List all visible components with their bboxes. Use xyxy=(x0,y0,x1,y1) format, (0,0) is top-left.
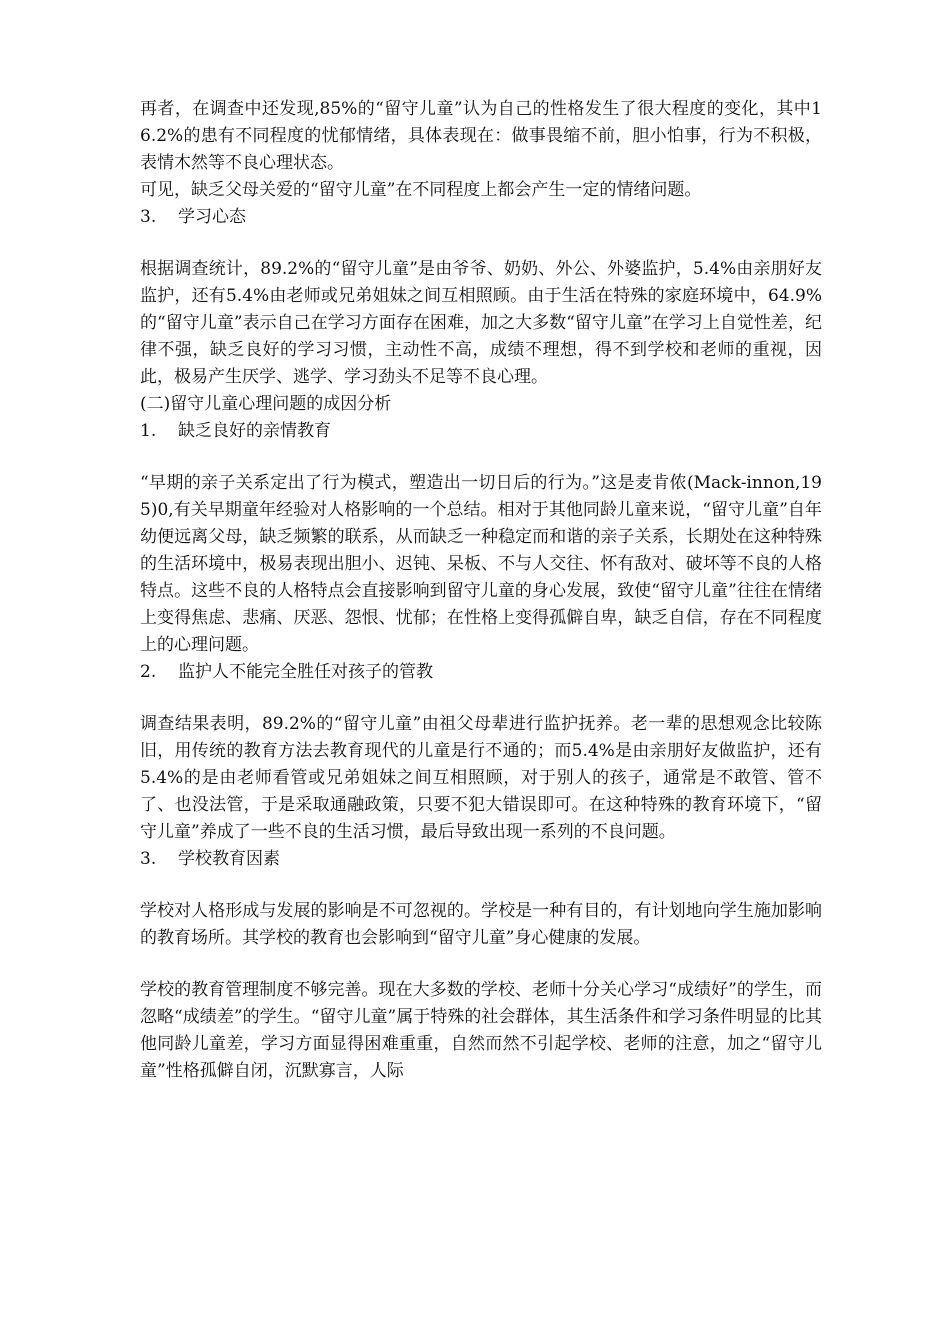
paragraph-school-influence: 学校对人格形成与发展的影响是不可忽视的。学校是一种有目的，有计划地向学生施加影响的教育场所。其学校的教育也会影响到“留守儿童”身心健康的发展。 xyxy=(140,901,822,948)
heading-learning-attitude xyxy=(140,204,822,231)
paragraph-parent-child-relationship: “早期的亲子关系定出了行为模式，塑造出一切日后的行为。”这是麦肯侬(Mack-innon,195)0,有关早期童年经验对人格影响的一个总结。相对于其他同龄儿童来说，“留守儿童”自年幼便远离父母，缺乏频繁的联系，从而缺乏一种稳定而和谐的亲子关系，长期处在这种特殊的生活环境中，极易表现出胆小、迟钝、呆板、不与人交往、怀有敌对、破坏等不良的人格特点。这些不良的人格特点会直接影响到留守儿童的身心发展，致使“留守儿童”往往在情绪上变得焦虑、悲痛、厌恶、怨恨、忧郁；在性格上变得孤僻自卑，缺乏自信，存在不同程度上的心理问题。 xyxy=(140,473,822,655)
heading-number: 3. xyxy=(140,207,157,227)
paragraph-school-management: 学校的教育管理制度不够完善。现在大多数的学校、老师十分关心学习“成绩好”的学生，而忽略“成绩差”的学生。“留守儿童”属于特殊的社会群体，其生活条件和学习条件明显的比其他同龄儿童差，学习方面显得困难重重，自然而然不引起学校、老师的注意，加之“留守儿童”性格孤僻自闭，沉默寡言，人际 xyxy=(140,980,822,1081)
heading-family-education xyxy=(140,418,822,445)
heading-guardian-discipline xyxy=(140,659,822,686)
heading-text: 学校教育因素 xyxy=(178,849,280,869)
paragraph-emotional-problems: 可见，缺乏父母关爱的“留守儿童”在不同程度上都会产生一定的情绪问题。 xyxy=(140,180,702,200)
heading-number: 2. xyxy=(140,662,157,682)
paragraph-personality-change: 再者，在调查中还发现,85%的“留守儿童”认为自己的性格发生了很大程度的变化，其中16.2%的患有不同程度的忧郁情绪，具体表现在：做事畏缩不前，胆小怕事，行为不积极，表情木然等不良心理状态。 xyxy=(140,99,822,173)
heading-cause-analysis xyxy=(140,391,822,418)
heading-text: (二)留守儿童心理问题的成因分析 xyxy=(140,394,392,414)
heading-text: 缺乏良好的亲情教育 xyxy=(178,421,331,441)
heading-number: 3. xyxy=(140,849,157,869)
heading-number: 1. xyxy=(140,421,157,441)
heading-text: 学习心态 xyxy=(178,207,246,227)
paragraph-survey-statistics: 根据调查统计，89.2%的“留守儿童”是由爷爷、奶奶、外公、外婆监护，5.4%由亲朋好友监护，还有5.4%由老师或兄弟姐妹之间互相照顾。由于生活在特殊的家庭环境中，64.9%的“留守儿童”表示自己在学习方面存在困难，加之大多数“留守儿童”在学习上自觉性差，纪律不强，缺乏良好的学习习惯，主动性不高，成绩不理想，得不到学校和老师的重视，因此，极易产生厌学、逃学、学习劲头不足等不良心理。 xyxy=(140,259,822,387)
heading-school-factors xyxy=(140,846,822,873)
paragraph-guardian-survey: 调查结果表明，89.2%的“留守儿童”由祖父母辈进行监护抚养。老一辈的思想观念比较陈旧，用传统的教育方法去教育现代的儿童是行不通的；而5.4%是由亲朋好友做监护，还有5.4%的是由老师看管或兄弟姐妹之间互相照顾，对于别人的孩子，通常是不敢管、管不了、也没法管，于是采取通融政策，只要不犯大错误即可。在这种特殊的教育环境下，“留守儿童”养成了一些不良的生活习惯，最后导致出现一系列的不良问题。 xyxy=(140,714,822,842)
heading-text: 监护人不能完全胜任对孩子的管教 xyxy=(178,662,433,682)
